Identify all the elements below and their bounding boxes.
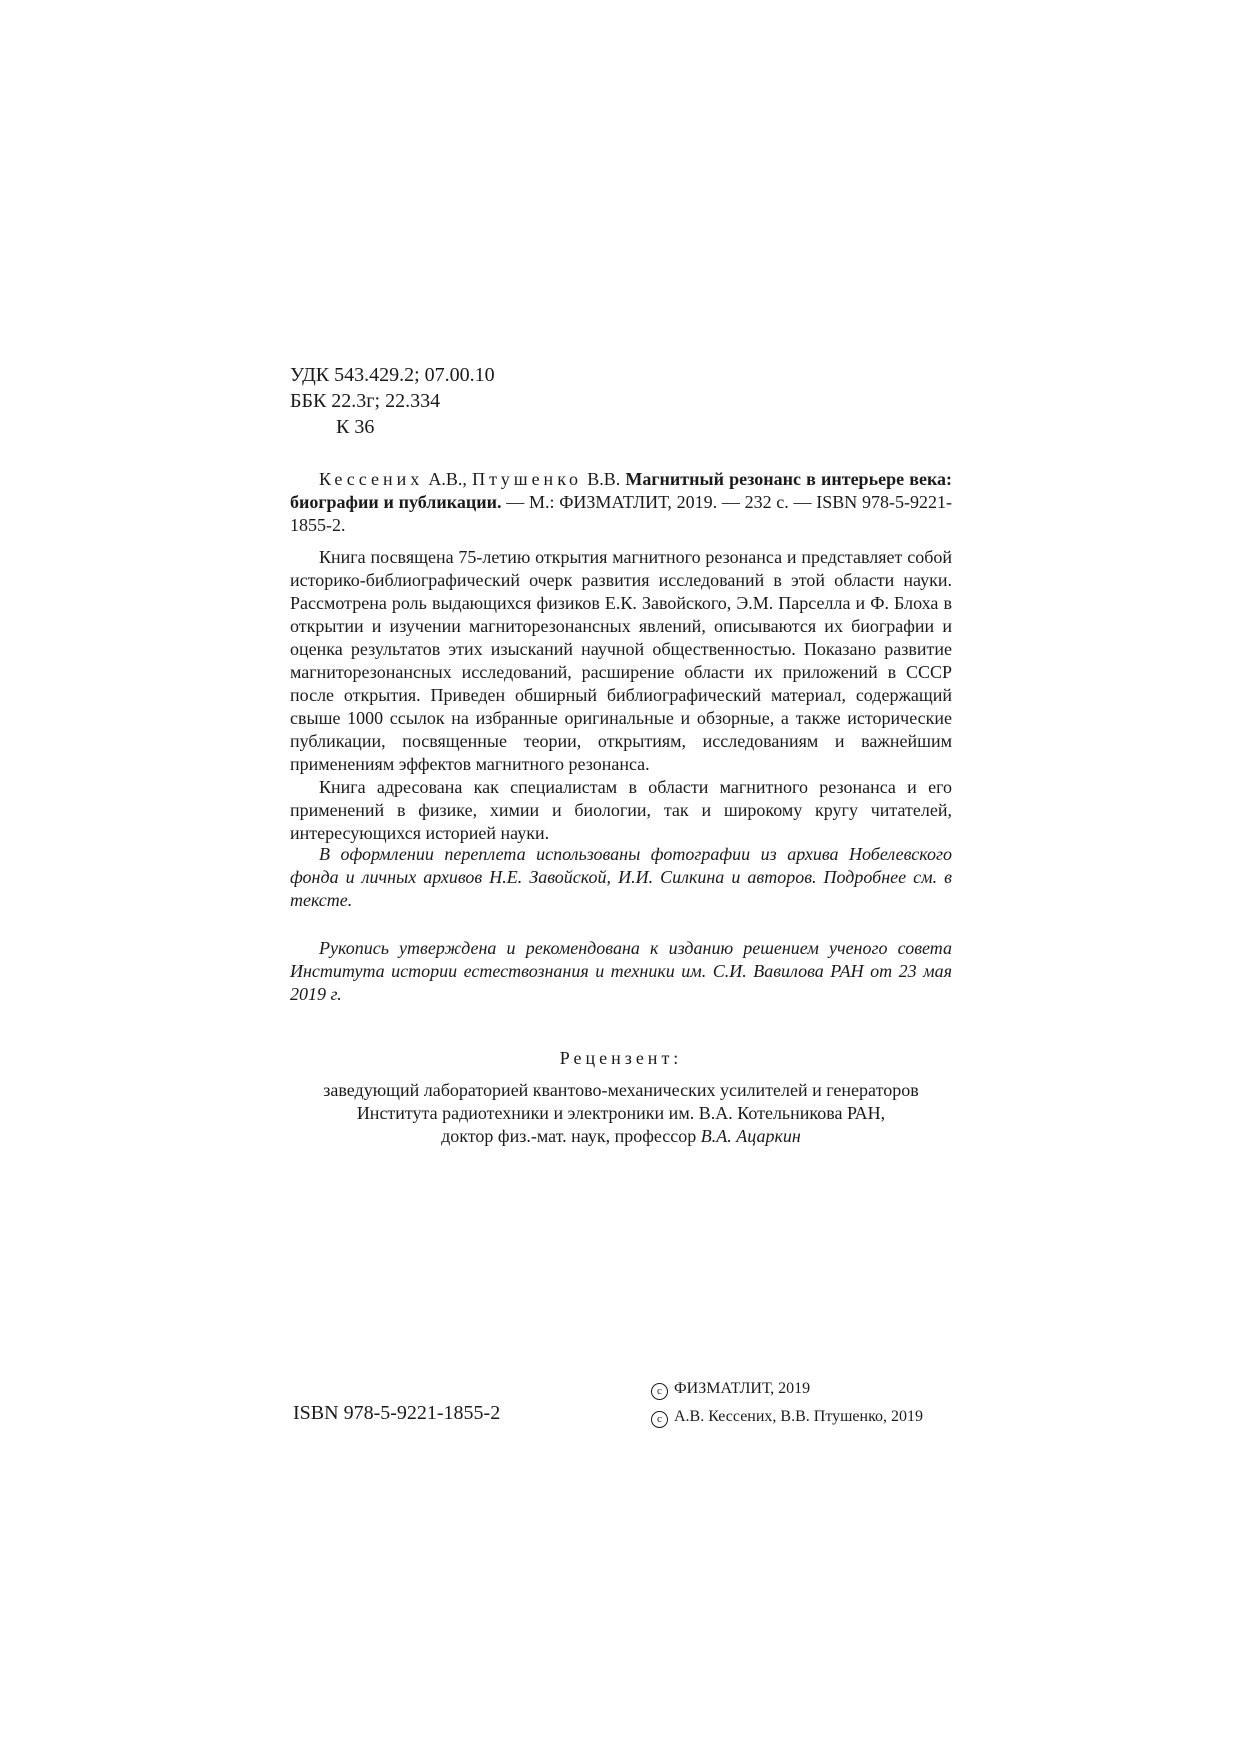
udk-code: УДК 543.429.2; 07.00.10	[290, 364, 495, 386]
copyright-authors: А.В. Кессених, В.В. Птушенко, 2019	[674, 1408, 924, 1425]
reviewer-heading: Рецензент:	[559, 1048, 683, 1068]
author-2-initials: В.В.	[587, 469, 621, 489]
copyright-publisher: ФИЗМАТЛИТ, 2019	[674, 1380, 811, 1397]
cover-note-text: В оформлении переплета использованы фотографии из архива Нобелевского фонда и личных архивов Н.Е. Завойской, И.И. Силкина и авторов. Подробнее см. в тексте.	[290, 844, 952, 910]
reviewer-line-3	[290, 1125, 952, 1148]
bbk-code: ББК 22.3г; 22.334	[290, 390, 441, 412]
copyright-notices	[651, 1375, 923, 1431]
approval-note	[290, 937, 952, 1006]
copyright-icon: c	[651, 1383, 668, 1400]
author-1-initials: А.В.,	[428, 469, 467, 489]
reviewer-degree: доктор физ.-мат. наук, профессор	[441, 1126, 697, 1146]
abstract-paragraph-2: Книга адресована как специалистам в области магнитного резонанса и его применений в физике, химии и биологии, так и широкому кругу читателей, интересующихся историей науки.	[290, 777, 952, 843]
copyright-line-2	[651, 1403, 923, 1431]
reviewer-name: В.А. Ацаркин	[700, 1126, 801, 1146]
isbn: ISBN 978-5-9221-1855-2	[293, 1402, 501, 1424]
copyright-icon: c	[651, 1411, 668, 1428]
abstract-paragraph-1: Книга посвящена 75-летию открытия магнитного резонанса и представляет собой историко-библиографический очерк развития исследований в этой области науки. Рассмотрена роль выдающихся физиков Е.К. Завойского, Э.М. Парселла и Ф. Блоха в открытии и изучении магниторезонансных явлений, описываются их биографии и оценка результатов этих изысканий научной общественностью. Показано развитие магниторезонансных исследований, расширение области их приложений в СССР после открытия. Приведен обширный библиографический материал, содержащий свыше 1000 ссылок на избранные оригинальные и обзорные, а также исторические публикации, посвященные теории, открытиям, исследованиям и важнейшим применениям эффектов магнитного резонанса.	[290, 547, 952, 774]
bibliographic-entry	[290, 468, 952, 537]
author-1-surname: Кессених	[319, 469, 424, 489]
classification-codes	[290, 362, 952, 440]
cover-note	[290, 843, 952, 912]
author-sign: К 36	[336, 416, 375, 438]
abstract	[290, 546, 952, 845]
reviewer-line-2: Института радиотехники и электроники им. В.А. Котельникова РАН,	[356, 1103, 886, 1123]
approval-note-text: Рукопись утверждена и рекомендована к изданию решением ученого совета Института истории естествознания и техники им. С.И. Вавилова РАН от 23 мая 2019 г.	[290, 938, 952, 1004]
author-2-surname: Птушенко	[472, 469, 583, 489]
imprint: — М.: ФИЗМАТЛИТ, 2019. — 232 с. — ISBN 978-5-9221-1855-2.	[290, 492, 952, 535]
reviewer-block	[290, 1079, 952, 1148]
book-title: Магнитный резонанс в интерьере века: биографии и публикации.	[290, 469, 953, 512]
reviewer-line-1: заведующий лабораторией квантово-механических усилителей и генераторов	[323, 1080, 919, 1100]
copyright-line-1	[651, 1375, 923, 1403]
